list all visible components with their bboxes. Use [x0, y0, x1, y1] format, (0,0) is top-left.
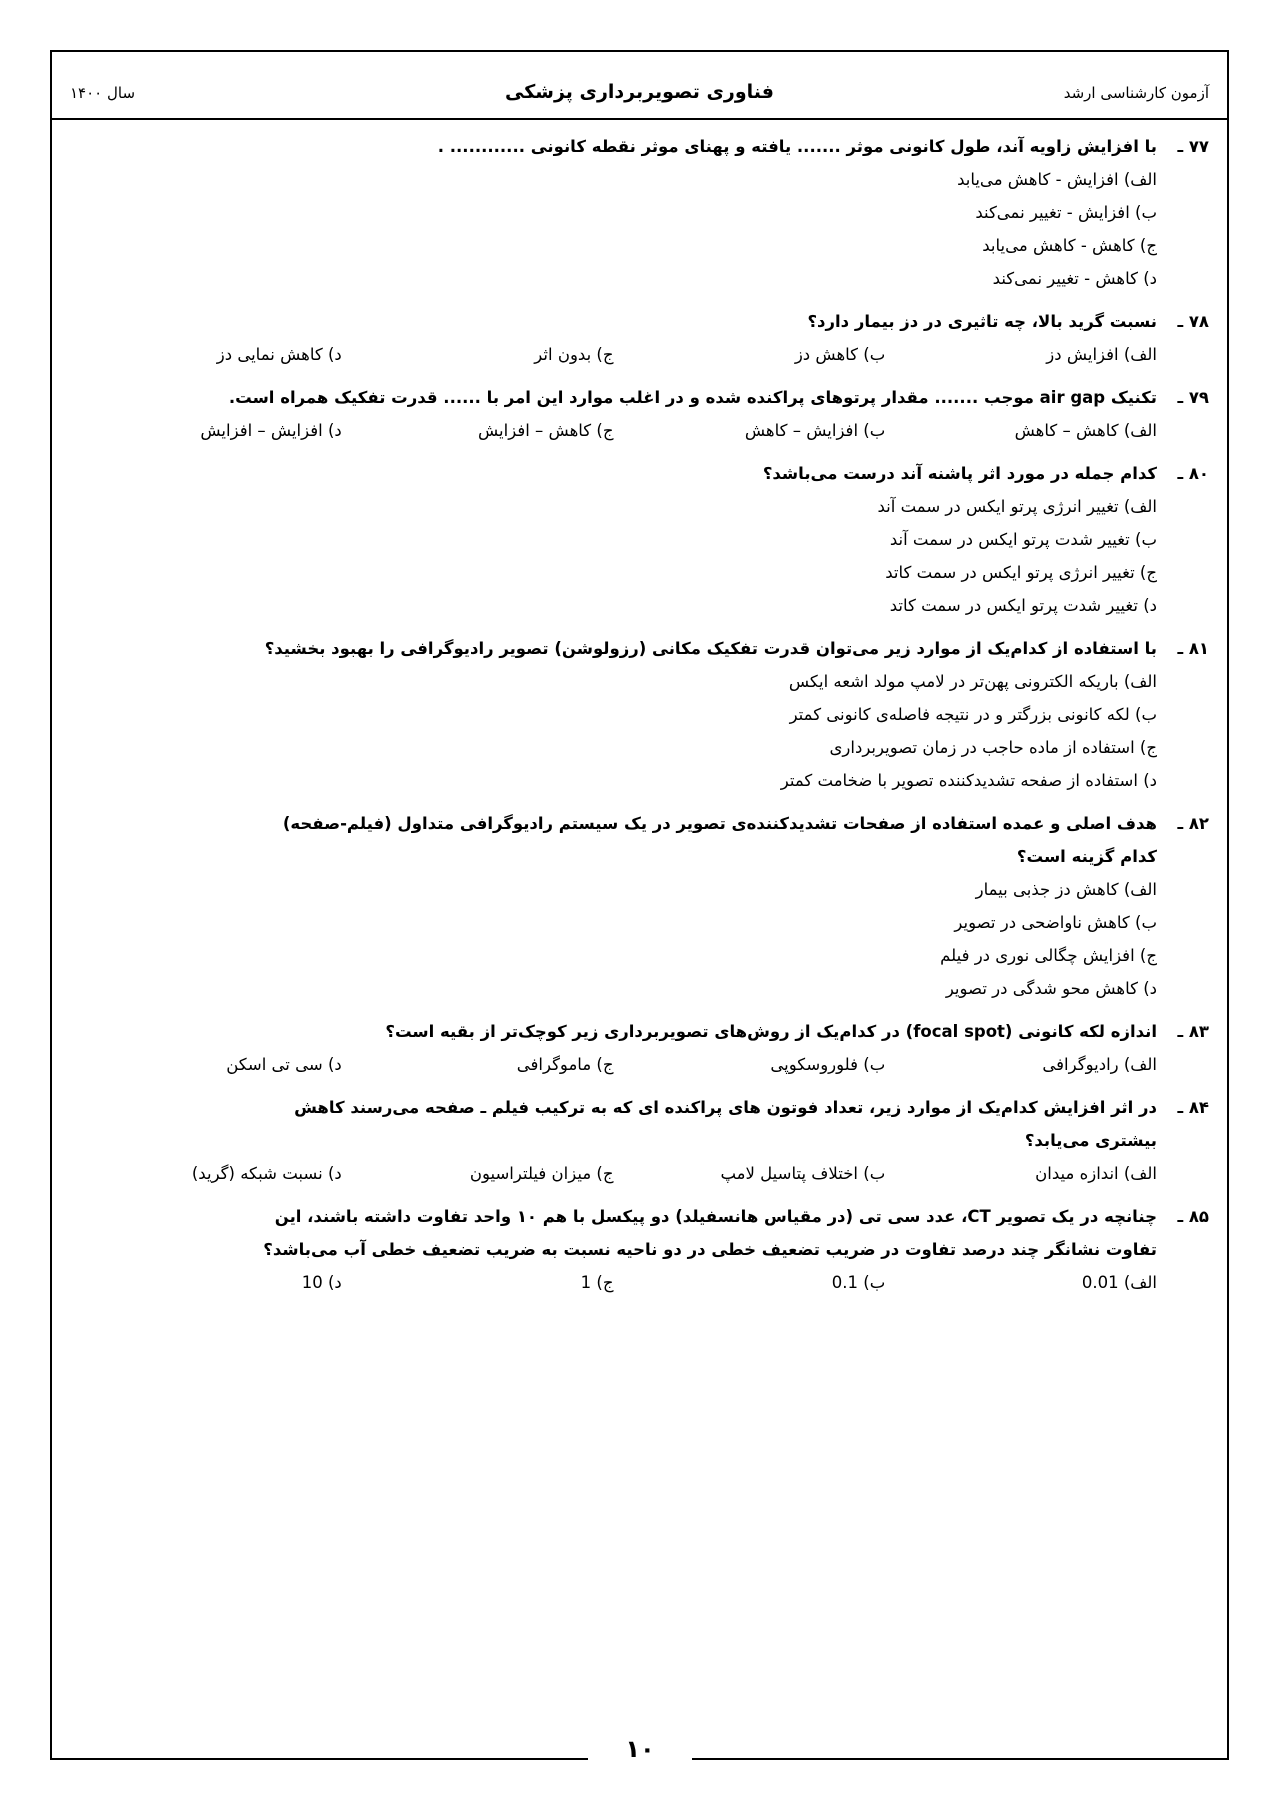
option[interactable]: الف) تغییر انرژی پرتو ایکس در سمت آند [877, 497, 1157, 516]
question-text: نسبت گرید بالا، چه تاثیری در دز بیمار دارد؟ [807, 312, 1157, 331]
question-text: در اثر افزایش کدام‌یک از موارد زیر، تعداد فوتون های پراکنده ای که به ترکیب فیلم ـ صفحه می‌رسند کاهش [294, 1098, 1157, 1117]
option[interactable]: د) نسبت شبکه (گرید) [191, 1164, 342, 1183]
question-text: تکنیک air gap موجب ....... مقدار پرتوهای پراکنده شده و در اغلب موارد این امر با ...... قدرت تفکیک همراه است. [228, 388, 1157, 407]
option[interactable]: ب) اختلاف پتاسیل لامپ [720, 1164, 886, 1183]
header-divider [52, 118, 1227, 120]
option[interactable]: د) تغییر شدت پرتو ایکس در سمت کاتد [889, 596, 1157, 615]
question-number: ۸۰ ـ [1177, 464, 1209, 483]
option[interactable]: د) کاهش محو شدگی در تصویر [945, 979, 1157, 998]
questions-container [70, 130, 1209, 1299]
question-number: ۷۸ ـ [1177, 312, 1209, 331]
question-number: ۸۴ ـ [1177, 1098, 1209, 1117]
question-text: چنانچه در یک تصویر CT، عدد سی تی (در مقیاس هانسفیلد) دو پیکسل با هم ۱۰ واحد تفاوت داشته باشند، این [274, 1207, 1157, 1226]
option[interactable]: د) کاهش - تغییر نمی‌کند [992, 269, 1157, 288]
question-text-continued: تفاوت نشانگر چند درصد تفاوت در ضریب تضعیف خطی در دو ناحیه نسبت به ضریب تضعیف خطی آب می‌باشد؟ [263, 1240, 1157, 1259]
option[interactable]: ج) کاهش - کاهش می‌یابد [982, 236, 1157, 255]
option[interactable]: ج) بدون اثر [534, 345, 614, 364]
question-81 [70, 632, 1209, 797]
option[interactable]: ج) ماموگرافی [516, 1055, 614, 1074]
option[interactable]: ب) فلوروسکوپی [770, 1055, 886, 1074]
option[interactable]: الف) کاهش – کاهش [1014, 421, 1157, 440]
question-number: ۷۹ ـ [1177, 388, 1209, 407]
option[interactable]: ج) میزان فیلتراسیون [469, 1164, 614, 1183]
question-text: هدف اصلی و عمده استفاده از صفحات تشدیدکننده‌ی تصویر در یک سیستم رادیوگرافی متداول (فیلم-صفحه) [282, 814, 1157, 833]
question-text: با افزایش زاویه آند، طول کانونی موثر ....... یافته و پهنای موثر نقطه کانونی ............ . [437, 137, 1157, 156]
option[interactable]: ب) کاهش ناواضحی در تصویر [954, 913, 1157, 932]
question-number: ۸۱ ـ [1177, 639, 1209, 658]
question-79 [70, 381, 1209, 447]
option[interactable]: ج) تغییر انرژی پرتو ایکس در سمت کاتد [885, 563, 1157, 582]
option[interactable]: الف) افزایش - کاهش می‌یابد [957, 170, 1157, 189]
question-85 [70, 1200, 1209, 1299]
option[interactable]: ب) افزایش – کاهش [744, 421, 886, 440]
option[interactable]: د) 10 [301, 1273, 342, 1292]
option[interactable]: ج) افزایش چگالی نوری در فیلم [940, 946, 1157, 965]
subject-title: فناوری تصویربرداری پزشکی [505, 81, 774, 103]
option[interactable]: الف) 0.01 [1081, 1273, 1157, 1292]
question-80 [70, 457, 1209, 622]
option[interactable]: الف) اندازه میدان [1035, 1164, 1157, 1183]
question-text: کدام جمله در مورد اثر پاشنه آند درست می‌باشد؟ [762, 464, 1157, 483]
option[interactable]: د) استفاده از صفحه تشدیدکننده تصویر با ضخامت کمتر [780, 771, 1157, 790]
question-77 [70, 130, 1209, 295]
option[interactable]: ج) 1 [580, 1273, 614, 1292]
option[interactable]: ب) تغییر شدت پرتو ایکس در سمت آند [889, 530, 1157, 549]
option[interactable]: د) افزایش – افزایش [200, 421, 342, 440]
question-text: اندازه لکه کانونی (focal spot) در کدام‌یک از روش‌های تصویربرداری زیر کوچک‌تر از بقیه است؟ [385, 1022, 1157, 1041]
question-84 [70, 1091, 1209, 1190]
option[interactable]: ب) کاهش دز [794, 345, 886, 364]
option[interactable]: الف) باریکه الکترونی پهن‌تر در لامپ مولد اشعه ایکس [788, 672, 1157, 691]
question-text-continued: کدام گزینه است؟ [1016, 847, 1157, 866]
option[interactable]: ب) لکه کانونی بزرگتر و در نتیجه فاصله‌ی کانونی کمتر [789, 705, 1157, 724]
question-78 [70, 305, 1209, 371]
question-82 [70, 807, 1209, 1005]
option[interactable]: الف) افزایش دز [1046, 345, 1157, 364]
option[interactable]: ج) استفاده از ماده حاجب در زمان تصویربرداری [829, 738, 1157, 757]
option[interactable]: د) کاهش نمایی دز [216, 345, 342, 364]
exam-year: سال ۱۴۰۰ [70, 84, 136, 102]
question-text-continued: بیشتری می‌یابد؟ [1024, 1131, 1157, 1150]
page-header [70, 81, 1209, 118]
question-83 [70, 1015, 1209, 1081]
question-number: ۸۵ ـ [1177, 1207, 1209, 1226]
question-number: ۸۲ ـ [1177, 814, 1209, 833]
question-text: با استفاده از کدام‌یک از موارد زیر می‌توان قدرت تفکیک مکانی (رزولوشن) تصویر رادیوگرافی را بهبود بخشید؟ [264, 639, 1157, 658]
option[interactable]: ب) 0.1 [831, 1273, 886, 1292]
option[interactable]: ب) افزایش - تغییر نمی‌کند [975, 203, 1157, 222]
question-number: ۸۳ ـ [1177, 1022, 1209, 1041]
option[interactable]: ج) کاهش – افزایش [478, 421, 614, 440]
question-number: ۷۷ ـ [1177, 137, 1209, 156]
page-number: ۱۰ [625, 1735, 655, 1763]
option[interactable]: د) سی تی اسکن [226, 1055, 342, 1074]
option[interactable]: الف) کاهش دز جذبی بیمار [975, 880, 1157, 899]
exam-title: آزمون کارشناسی ارشد [1063, 84, 1209, 102]
option[interactable]: الف) رادیوگرافی [1042, 1055, 1157, 1074]
